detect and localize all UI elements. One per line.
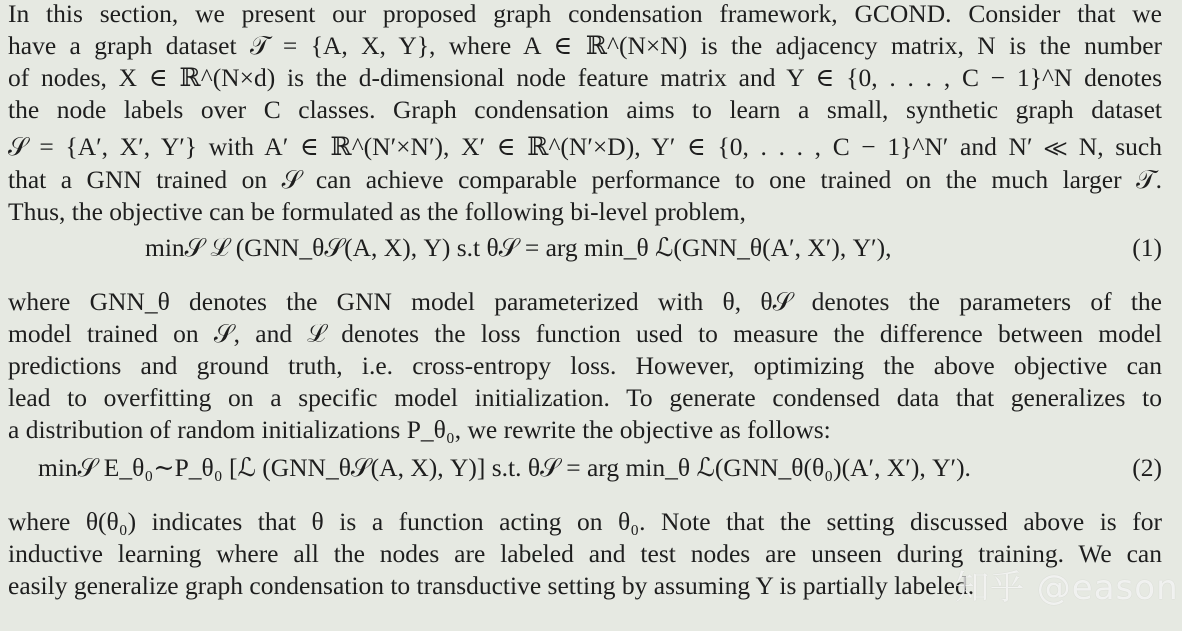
text-line: lead to overfitting on a specific model initialization. To generate condensed data that generalizes to [8, 383, 1162, 412]
text-line: predictions and ground truth, i.e. cross-entropy loss. However, optimizing the above objective can [8, 351, 1162, 380]
text-line: In this section, we present our proposed graph condensation framework, GCOND. Consider that we [8, 0, 1162, 28]
text-line: the node labels over C classes. Graph condensation aims to learn a small, synthetic graph dataset [8, 95, 1162, 124]
text-line: Thus, the objective can be formulated as the following bi-level problem, [8, 197, 746, 226]
text-line: a distribution of random initializations P_θ₀, we rewrite the objective as follows: [8, 415, 831, 444]
text-line: model trained on 𝒮, and ℒ denotes the loss function used to measure the difference between model [8, 319, 1162, 348]
text-line: have a graph dataset 𝒯 = {A, X, Y}, where A ∈ ℝ^(N×N) is the adjacency matrix, N is the number [8, 31, 1162, 60]
text-line: where θ(θ₀) indicates that θ is a function acting on θ₀. Note that the setting discussed above is for [8, 507, 1162, 536]
equation-2: min𝒮 E_θ₀∼P_θ₀ [ℒ (GNN_θ𝒮(A, X), Y)] s.t. θ𝒮 = arg min_θ ℒ(GNN_θ(θ₀)(A′, X′), Y′). [38, 453, 971, 482]
text-line: inductive learning where all the nodes are labeled and test nodes are unseen during training. We can [8, 539, 1162, 568]
watermark: 知乎 @eason [955, 568, 1179, 608]
text-line: that a GNN trained on 𝒮 can achieve comparable performance to one trained on the much larger 𝒯. [8, 165, 1162, 194]
text-line: where GNN_θ denotes the GNN model parameterized with θ, θ𝒮 denotes the parameters of the [8, 287, 1162, 316]
text-line: 𝒮 = {A′, X′, Y′} with A′ ∈ ℝ^(N′×N′), X′ ∈ ℝ^(N′×D), Y′ ∈ {0, . . . , C − 1}^N′ and N′ ≪ N, such [8, 132, 1162, 161]
equation-number-1: (1) [1132, 233, 1162, 262]
text-line: of nodes, X ∈ ℝ^(N×d) is the d-dimensional node feature matrix and Y ∈ {0, . . . , C − 1}^N denotes [8, 63, 1162, 92]
equation-number-2: (2) [1132, 453, 1162, 482]
text-line: easily generalize graph condensation to transductive setting by assuming Y is partially labeled. [8, 571, 975, 600]
equation-1: min𝒮 ℒ (GNN_θ𝒮(A, X), Y) s.t θ𝒮 = arg min_θ ℒ(GNN_θ(A′, X′), Y′), [145, 233, 892, 262]
